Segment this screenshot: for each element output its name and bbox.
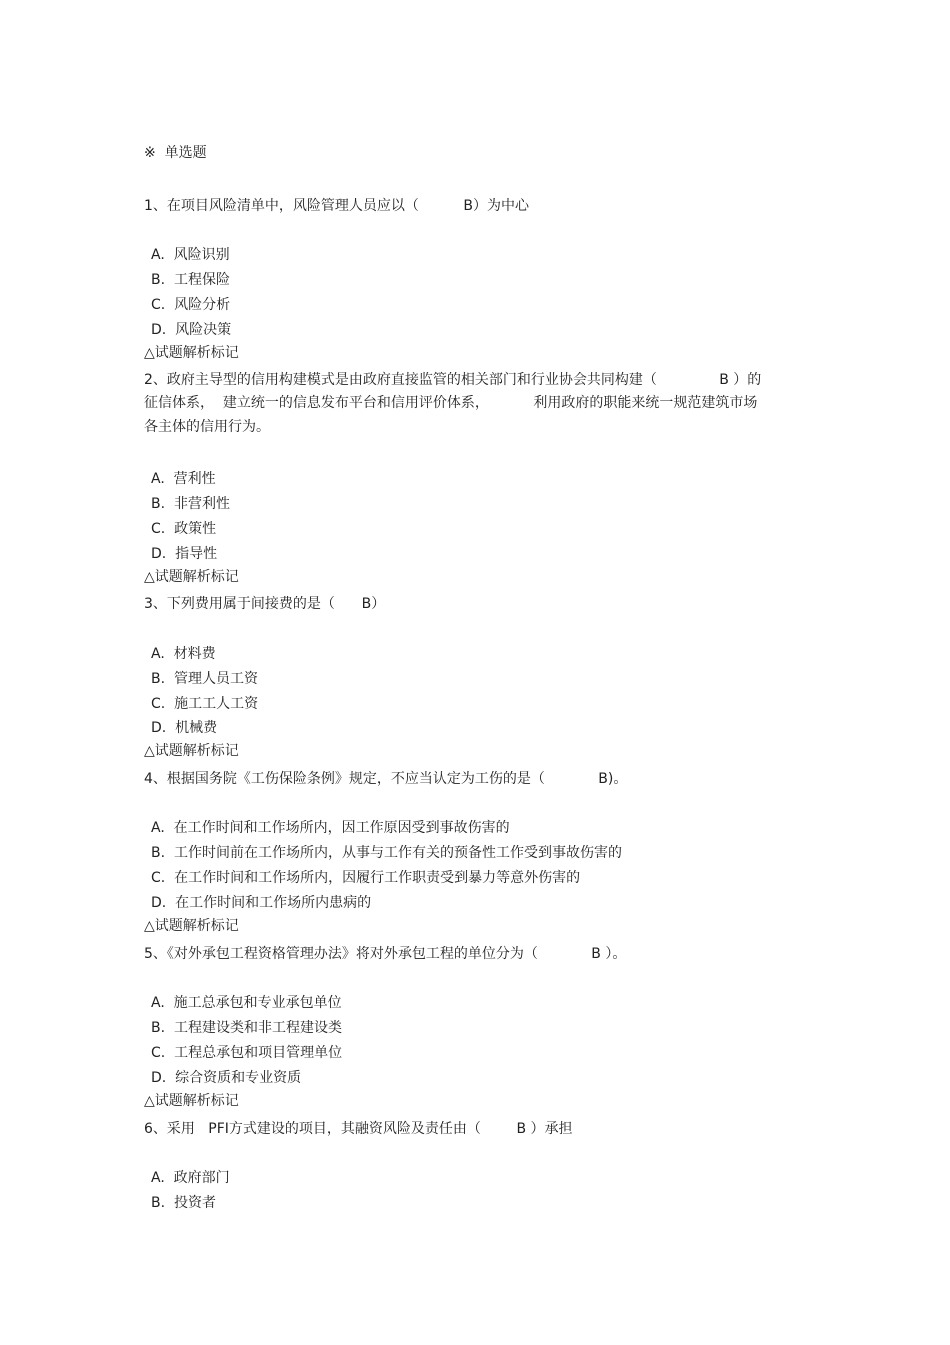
section-title: ※ 单选题 xyxy=(144,145,207,161)
question-2-text-line-3: 各主体的信用行为。 xyxy=(144,419,270,435)
question-3-option-d: D. 机械费 xyxy=(151,720,218,736)
question-6-option-b: B. 投资者 xyxy=(151,1195,216,1211)
question-4-option-c: C. 在工作时间和工作场所内，因履行工作职责受到暴力等意外伤害的 xyxy=(151,870,581,886)
question-1-option-d: D. 风险决策 xyxy=(151,322,232,338)
question-4-option-d: D. 在工作时间和工作场所内患病的 xyxy=(151,895,372,911)
question-3-text: 3、下列费用属于间接费的是（ B） xyxy=(144,596,386,612)
question-4-text: 4、根据国务院《工伤保险条例》规定，不应当认定为工伤的是（ B)。 xyxy=(144,771,628,787)
question-3-option-b: B. 管理人员工资 xyxy=(151,671,258,687)
question-2-option-c: C. 政策性 xyxy=(151,521,217,537)
question-2-text-line-1: 2、政府主导型的信用构建模式是由政府直接监管的相关部门和行业协会共同构建（ B ）的 xyxy=(144,372,762,388)
question-2-option-d: D. 指导性 xyxy=(151,546,218,562)
question-2-option-b: B. 非营利性 xyxy=(151,496,230,512)
question-6-text: 6、采用 PFI方式建设的项目，其融资风险及责任由（ B ）承担 xyxy=(144,1121,573,1137)
question-2-option-a: A. 营利性 xyxy=(151,471,216,487)
question-2-analysis-mark: △试题解析标记 xyxy=(144,569,239,585)
question-3-option-a: A. 材料费 xyxy=(151,646,216,662)
question-5-option-b: B. 工程建设类和非工程建设类 xyxy=(151,1020,342,1036)
question-3-analysis-mark: △试题解析标记 xyxy=(144,743,239,759)
question-5-option-c: C. 工程总承包和项目管理单位 xyxy=(151,1045,343,1061)
question-4-analysis-mark: △试题解析标记 xyxy=(144,918,239,934)
question-5-analysis-mark: △试题解析标记 xyxy=(144,1093,239,1109)
question-1-option-c: C. 风险分析 xyxy=(151,297,231,313)
question-3-option-c: C. 施工工人工资 xyxy=(151,696,259,712)
question-1-analysis-mark: △试题解析标记 xyxy=(144,345,239,361)
question-6-option-a: A. 政府部门 xyxy=(151,1170,230,1186)
question-1-option-b: B. 工程保险 xyxy=(151,272,230,288)
question-4-option-a: A. 在工作时间和工作场所内，因工作原因受到事故伤害的 xyxy=(151,820,510,836)
question-1-option-a: A. 风险识别 xyxy=(151,247,230,263)
question-1-text: 1、在项目风险清单中，风险管理人员应以（ B）为中心 xyxy=(144,198,530,214)
question-5-text: 5、《对外承包工程资格管理办法》将对外承包工程的单位分为（ B ）。 xyxy=(144,946,627,962)
question-4-option-b: B. 工作时间前在工作场所内，从事与工作有关的预备性工作受到事故伤害的 xyxy=(151,845,622,861)
question-5-option-d: D. 综合资质和专业资质 xyxy=(151,1070,302,1086)
question-5-option-a: A. 施工总承包和专业承包单位 xyxy=(151,995,342,1011)
question-2-text-line-2: 征信体系， 建立统一的信息发布平台和信用评价体系， 利用政府的职能来统一规范建筑市场 xyxy=(144,395,758,411)
